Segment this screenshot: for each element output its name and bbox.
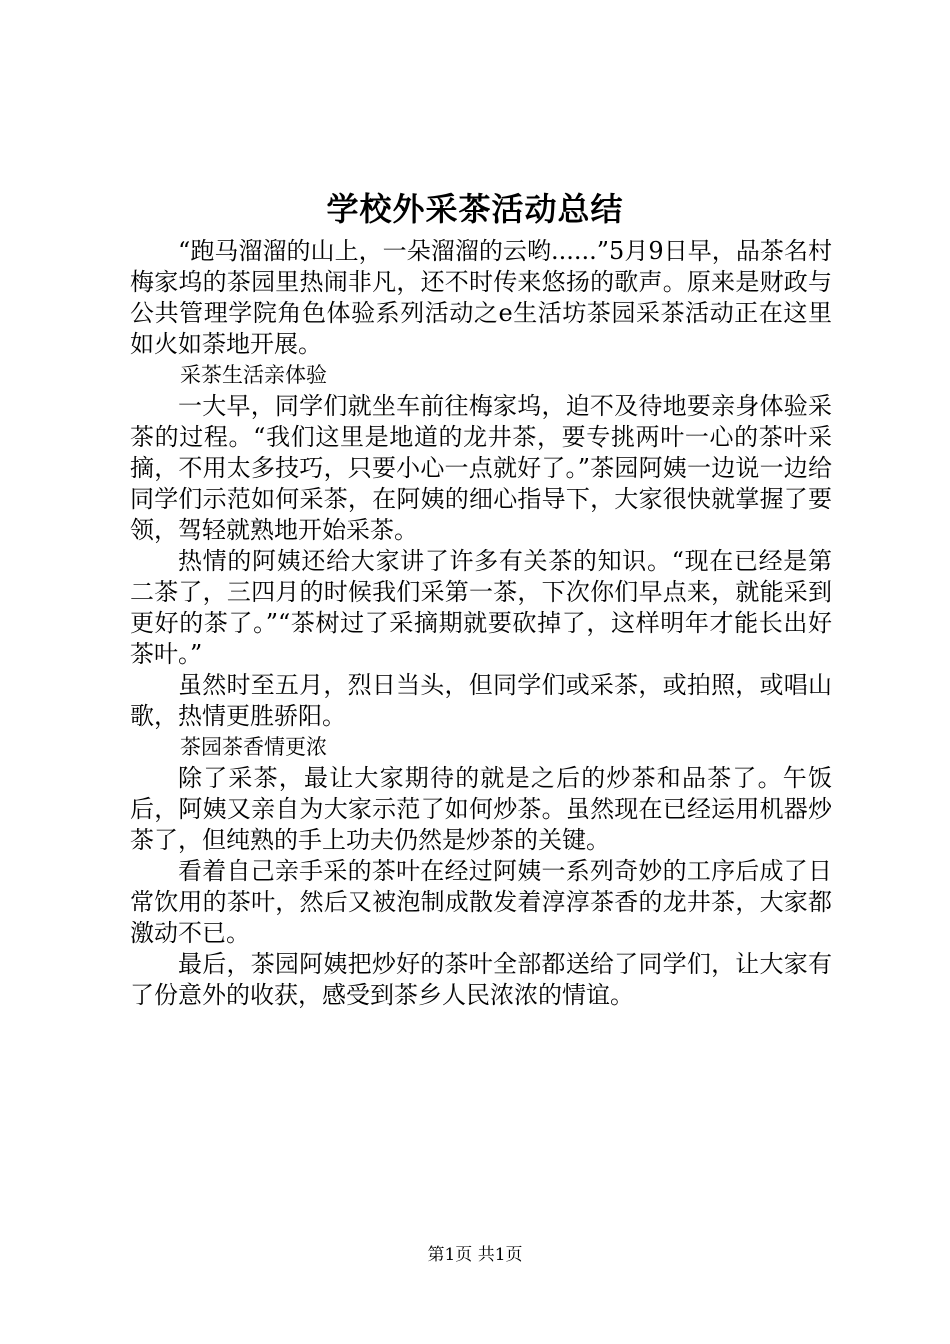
page-footer: 第1页 共1页 (427, 1245, 523, 1265)
paragraph-tea-knowledge: 热情的阿姨还给大家讲了许多有关茶的知识。“现在已经是第二茶了，三四月的时候我们采第一茶，下次你们早点来，就能采到更好的茶了。”“茶树过了采摘期就要砍掉了，这样明年才能长出好茶叶。” (130, 547, 832, 668)
paragraph-longjing: 看着自己亲手采的茶叶在经过阿姨一系列奇妙的工序后成了日常饮用的茶叶，然后又被泡制成散发着淳淳茶香的龙井茶，大家都激动不已。 (130, 857, 832, 947)
paragraph-may-sun: 虽然时至五月，烈日当头，但同学们或采茶，或拍照，或唱山歌，热情更胜骄阳。 (130, 671, 832, 730)
document-title: 学校外采茶活动总结 (326, 190, 624, 228)
paragraph-conclusion: 最后，茶园阿姨把炒好的茶叶全部都送给了同学们，让大家有了份意外的收获，感受到茶乡人民浓浓的情谊。 (130, 950, 832, 1009)
paragraph-intro: “跑马溜溜的山上，一朵溜溜的云哟......”5月9日早，品茶名村梅家坞的茶园里热闹非凡，还不时传来悠扬的歌声。原来是财政与公共管理学院角色体验系列活动之e生活坊茶园采茶活动正在这里如火如荼地开展。 (130, 237, 832, 358)
document-body (130, 236, 832, 1011)
section-heading-tea-picking: 采茶生活亲体验 (180, 363, 327, 387)
paragraph-early-morning: 一大早，同学们就坐车前往梅家坞，迫不及待地要亲身体验采茶的过程。“我们这里是地道的龙井茶，要专挑两叶一心的茶叶采摘，不用太多技巧，只要小心一点就好了。”茶园阿姨一边说一边给同学们示范如何采茶，在阿姨的细心指导下，大家很快就掌握了要领，驾轻就熟地开始采茶。 (130, 392, 832, 544)
section-heading-tea-garden: 茶园茶香情更浓 (180, 735, 327, 759)
paragraph-tea-roasting: 除了采茶，最让大家期待的就是之后的炒茶和品茶了。午饭后，阿姨又亲自为大家示范了如何炒茶。虽然现在已经运用机器炒茶了，但纯熟的手上功夫仍然是炒茶的关键。 (130, 764, 832, 854)
